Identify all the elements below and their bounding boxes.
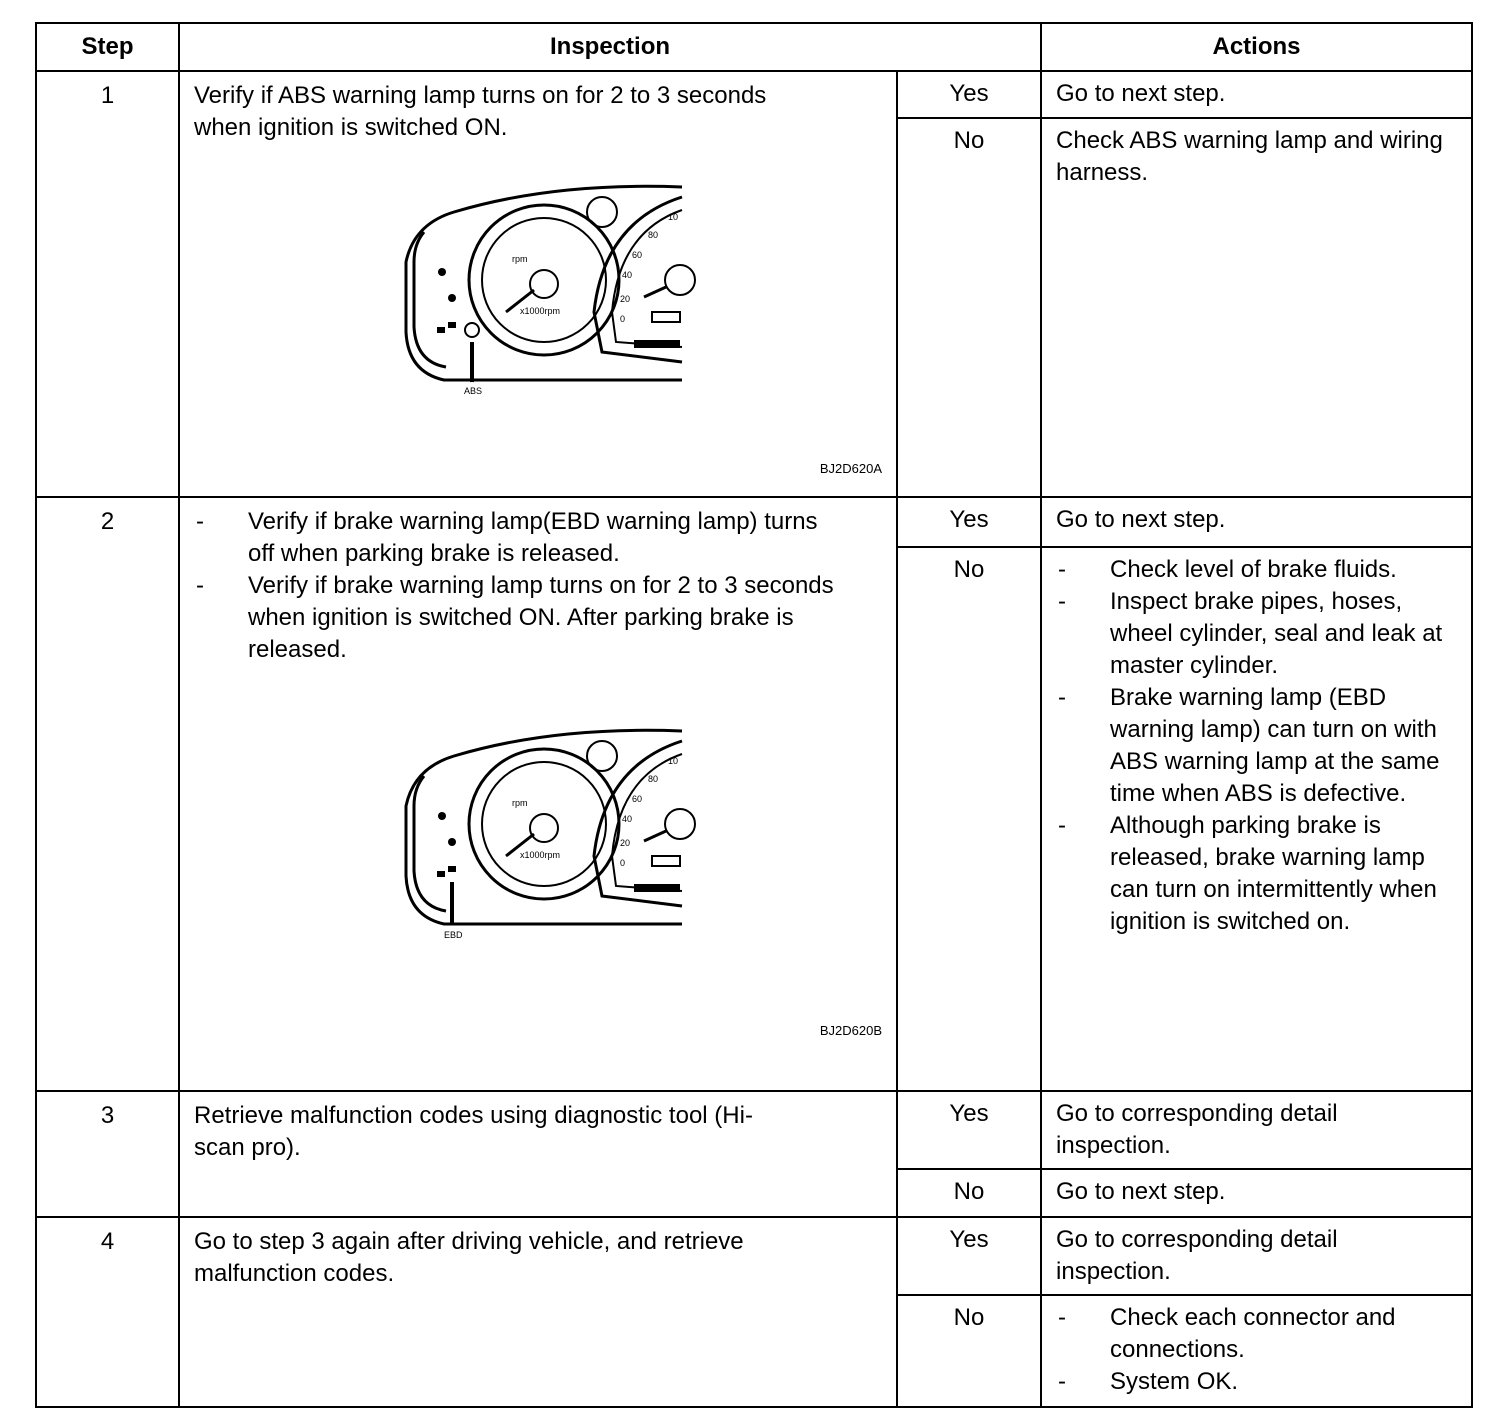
list-item: - Check level of brake fluids. (1056, 554, 1457, 586)
table-row (36, 1217, 1472, 1295)
speed-tick-label: 10 (668, 212, 679, 222)
yes-label: Yes (897, 1217, 1041, 1295)
no-action: Go to next step. (1041, 1169, 1472, 1217)
inspection-text: Go to step 3 again after driving vehicle, and retrieve malfunction codes. (194, 1228, 744, 1287)
figure-code: BJ2D620A (819, 461, 882, 476)
inspection-text: Verify if ABS warning lamp turns on for 2 to 3 seconds when ignition is switched ON. (194, 82, 767, 141)
no-action: Check ABS warning lamp and wiring harness. (1041, 118, 1472, 497)
speed-tick-label: 80 (648, 230, 659, 240)
yes-action: Go to corresponding detail inspection. (1041, 1091, 1472, 1169)
inspection-list (194, 506, 834, 666)
inspection-header: Inspection (179, 23, 1041, 71)
list-item: - Inspect brake pipes, hoses, wheel cylinder, seal and leak at master cylinder. (1056, 586, 1457, 682)
speed-tick-label: 0 (620, 314, 626, 324)
speed-tick-label: 20 (620, 294, 631, 304)
no-action-cell (1041, 1295, 1472, 1407)
speed-tick-label: 40 (622, 270, 633, 280)
list-item: - Brake warning lamp (EBD warning lamp) can turn on with ABS warning lamp at the same time when ABS is defective. (1056, 682, 1457, 810)
speed-tick-label: 40 (622, 814, 633, 824)
table-row (36, 497, 1472, 547)
figure-code: BJ2D620B (819, 1023, 882, 1038)
step-number: 1 (36, 71, 179, 497)
step-header: Step (36, 23, 179, 71)
step-number: 2 (36, 497, 179, 1091)
instrument-cluster-illustration (194, 162, 884, 462)
actions-header: Actions (1041, 23, 1472, 71)
tach-unit-label: x1000rpm (520, 306, 561, 316)
list-item: - Although parking brake is released, brake warning lamp can turn on intermittently when ignition is switched on. (1056, 810, 1457, 938)
no-label: No (897, 1169, 1041, 1217)
speed-tick-label: 10 (668, 756, 679, 766)
no-label: No (897, 547, 1041, 1091)
speed-tick-label: 60 (632, 794, 643, 804)
tach-face-label: rpm (512, 254, 528, 264)
no-action-list (1056, 554, 1457, 938)
list-item: - Check each connector and connections. (1056, 1302, 1457, 1366)
step-number: 3 (36, 1091, 179, 1217)
no-label: No (897, 1295, 1041, 1407)
warning-lamp-label: EBD (444, 930, 463, 940)
list-item: - System OK. (1056, 1366, 1457, 1398)
warning-lamp-label: ABS (464, 386, 483, 396)
yes-label: Yes (897, 497, 1041, 547)
speed-tick-label: 20 (620, 838, 631, 848)
diagnosis-table (35, 22, 1473, 1408)
no-action-list (1056, 1302, 1457, 1398)
inspection-cell (179, 497, 897, 1091)
tach-face-label: rpm (512, 798, 528, 808)
inspection-text: Retrieve malfunction codes using diagnostic tool (Hi-scan pro). (194, 1102, 753, 1161)
speed-tick-label: 0 (620, 858, 626, 868)
yes-label: Yes (897, 71, 1041, 118)
step-number: 4 (36, 1217, 179, 1407)
speed-tick-label: 60 (632, 250, 643, 260)
list-item: - Verify if brake warning lamp turns on for 2 to 3 seconds when ignition is switched ON. After parking brake is released. (194, 570, 834, 666)
yes-action: Go to next step. (1041, 71, 1472, 118)
yes-action: Go to next step. (1041, 497, 1472, 547)
instrument-cluster-illustration (194, 706, 884, 1006)
tach-unit-label: x1000rpm (520, 850, 561, 860)
inspection-cell (179, 71, 897, 497)
header-row (36, 23, 1472, 71)
table-row (36, 1091, 1472, 1169)
no-label: No (897, 118, 1041, 497)
yes-label: Yes (897, 1091, 1041, 1169)
cluster-figure (194, 706, 882, 1086)
yes-action: Go to corresponding detail inspection. (1041, 1217, 1472, 1295)
table-row (36, 71, 1472, 118)
inspection-cell (179, 1217, 897, 1407)
inspection-cell (179, 1091, 897, 1217)
cluster-figure (194, 162, 882, 492)
speed-tick-label: 80 (648, 774, 659, 784)
list-item: - Verify if brake warning lamp(EBD warning lamp) turns off when parking brake is released. (194, 506, 834, 570)
no-action-cell (1041, 547, 1472, 1091)
